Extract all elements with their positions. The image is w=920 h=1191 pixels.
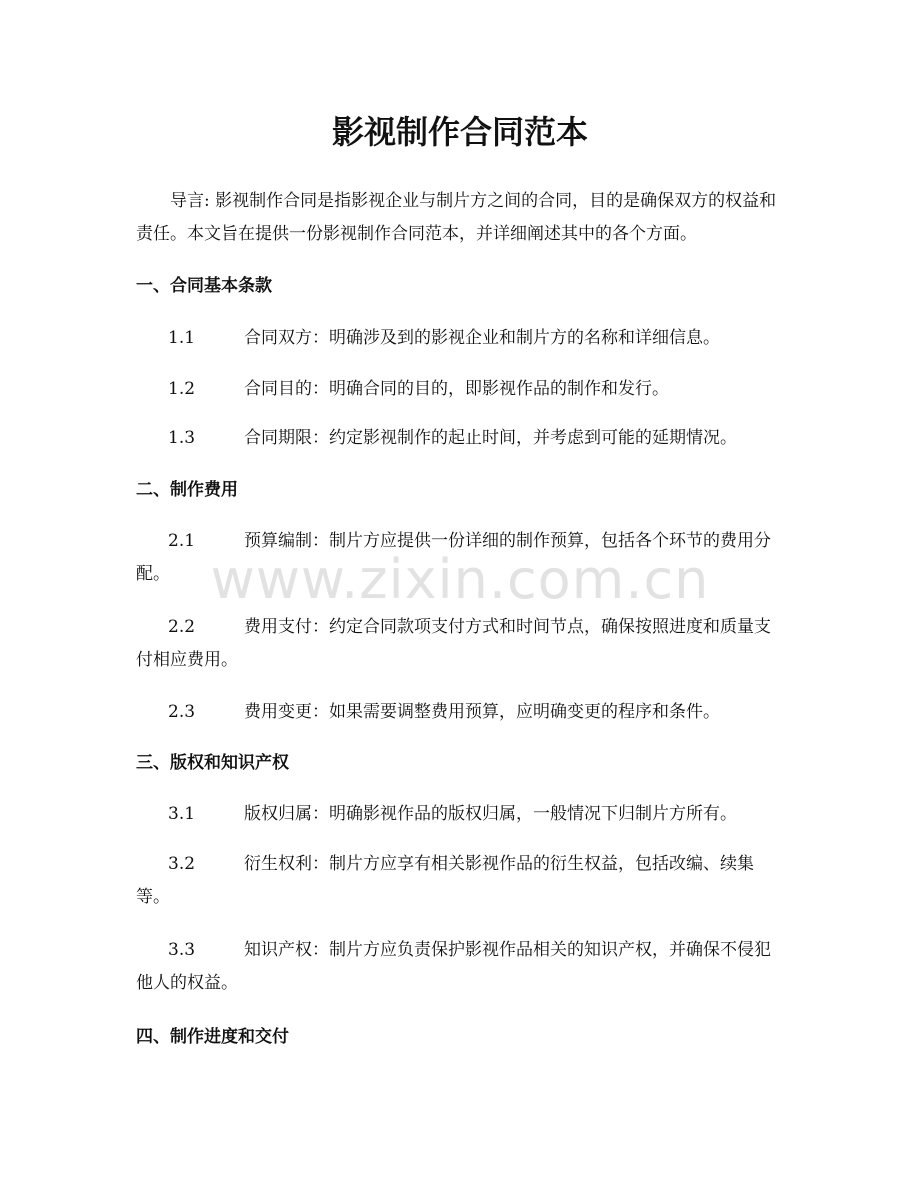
clause-text: 知识产权：制片方应负责保护影视作品相关的知识产权，并确保不侵犯他人的权益。 (136, 940, 771, 993)
section-heading-1: 一、合同基本条款 (136, 276, 272, 296)
clause-2-3 (136, 696, 786, 729)
clause-3-1 (136, 798, 786, 831)
clause-number: 1.2 (168, 379, 196, 399)
clause-text: 合同目的：明确合同的目的，即影视作品的制作和发行。 (244, 379, 669, 399)
clause-2-2 (136, 611, 786, 677)
clause-2-1 (136, 525, 786, 591)
clause-number: 3.2 (168, 854, 196, 874)
document-title: 影视制作合同范本 (331, 113, 588, 151)
clause-text: 预算编制：制片方应提供一份详细的制作预算，包括各个环节的费用分配。 (136, 531, 771, 584)
clause-number: 2.3 (168, 702, 196, 722)
section-heading-3: 三、版权和知识产权 (136, 753, 289, 773)
clause-3-2 (136, 848, 786, 914)
clause-number: 1.1 (168, 328, 196, 348)
intro-paragraph: 导言: 影视制作合同是指影视企业与制片方之间的合同，目的是确保双方的权益和责任。本文旨在提供一份影视制作合同范本，并详细阐述其中的各个方面。 (136, 191, 777, 244)
clause-1-2 (136, 373, 786, 406)
section-heading-4: 四、制作进度和交付 (136, 1027, 289, 1047)
clause-text: 费用变更：如果需要调整费用预算，应明确变更的程序和条件。 (244, 702, 720, 722)
clause-text: 合同期限：约定影视制作的起止时间，并考虑到可能的延期情况。 (244, 428, 737, 448)
clause-1-1 (136, 322, 786, 355)
watermark: www.zixin.com.cn (210, 548, 710, 611)
clause-3-3 (136, 934, 786, 1000)
section-heading-2: 二、制作费用 (136, 480, 238, 500)
clause-text: 合同双方：明确涉及到的影视企业和制片方的名称和详细信息。 (244, 328, 720, 348)
clause-number: 2.2 (168, 617, 196, 637)
clause-number: 1.3 (168, 428, 196, 448)
clause-text: 费用支付：约定合同款项支付方式和时间节点，确保按照进度和质量支付相应费用。 (136, 617, 771, 670)
clause-number: 3.3 (168, 940, 196, 960)
clause-text: 衍生权利：制片方应享有相关影视作品的衍生权益，包括改编、续集等。 (136, 854, 754, 907)
clause-number: 2.1 (168, 531, 196, 551)
clause-number: 3.1 (168, 804, 196, 824)
clause-text: 版权归属：明确影视作品的版权归属，一般情况下归制片方所有。 (244, 804, 737, 824)
clause-1-3 (136, 422, 786, 455)
